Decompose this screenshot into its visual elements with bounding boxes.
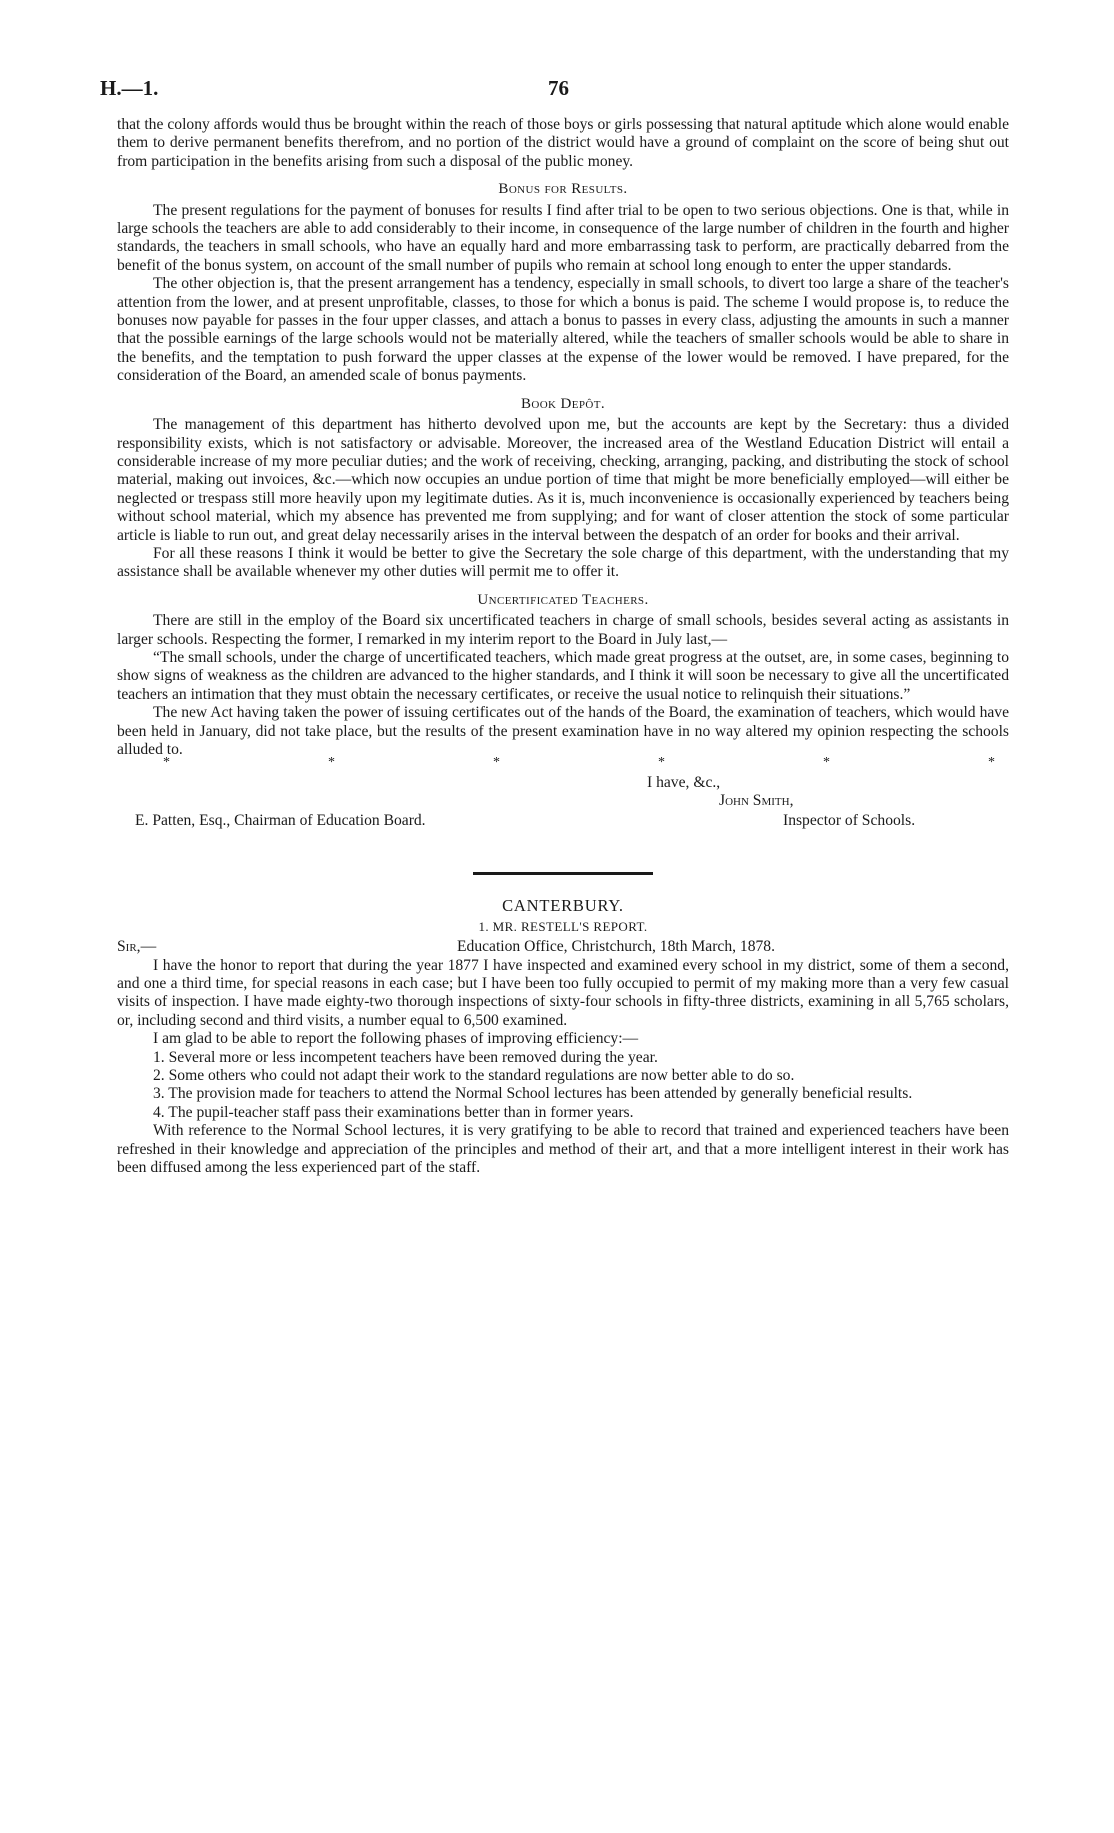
- signatory-name: John Smith,: [719, 792, 794, 810]
- star-mark: *: [328, 755, 335, 771]
- salutation-line: [117, 938, 1009, 956]
- star-mark: *: [658, 755, 665, 771]
- paragraph-continuation: that the colony affords would thus be brought within the reach of those boys or girls possessing that natural aptitude which alone would enable them to derive permanent benefits therefrom, and no portion of the district would have a ground of complaint on the score of being shut out from participation in the benefits arising from such a disposal of the public money.: [117, 116, 1009, 170]
- paragraph-uncert-1: There are still in the employ of the Board six uncertificated teachers in charge of small schools, besides several acting as assistants in larger schools. Respecting the former, I remarked in my interim report to the Board in July last,—: [117, 612, 1009, 648]
- star-mark: *: [493, 755, 500, 771]
- star-mark: *: [988, 755, 995, 771]
- paragraph-bonus-2: The other objection is, that the present arrangement has a tendency, especially in small schools, to divert too large a share of the teacher's attention from the lower, and at present unprofitable, classes, to those for which a bonus is paid. The scheme I would propose is, to reduce the bonuses now payable for passes in the four upper classes, and attach a bonus to passes in every class, adjusting the amounts in such a manner that the possible earnings of the large schools would not be materially altered, while the teachers of smaller schools would be able to share in the benefits, and the temptation to push forward the upper classes at the expense of the lower would be removed. I have prepared, for the consideration of the Board, an amended scale of bonus payments.: [117, 275, 1009, 385]
- paragraph-bonus-1: The present regulations for the payment of bonuses for results I find after trial to be open to two serious objections. One is that, while in large schools the teachers are able to add considerably to their income, in consequence of the large number of children in the fourth and higher standards, the teachers in small schools, who have an equally hard and more embarrassing task to perform, are practically debarred from the benefit of the bonus system, on account of the small number of pupils who remain at school long enough to enter the upper standards.: [117, 201, 1009, 274]
- addressee: E. Patten, Esq., Chairman of Education Board.: [135, 812, 426, 830]
- report-code: H.—1.: [100, 76, 159, 100]
- section-heading-book-depot: Book Depôt.: [520, 395, 606, 412]
- list-item: 1. Several more or less incompetent teachers have been removed during the year.: [153, 1048, 658, 1066]
- paragraph-book-2: For all these reasons I think it would be better to give the Secretary the sole charge of this department, with the understanding that my assistance shall be available whenever my other duties will permit me to offer it.: [117, 544, 1009, 581]
- section-divider: [473, 872, 653, 875]
- body-column: [117, 116, 1009, 1177]
- paragraph-book-1: The management of this department has hitherto devolved upon me, but the accounts are kept by the Secretary: thus a divided responsibility exists, which is not satisfactory or advisable. Moreover, the increased area of the Westland Education District will entail a considerable increase of my more peculiar duties; and the work of receiving, checking, arranging, packing, and distributing the stock of school material, making out invoices, &c.—which now occupies an undue portion of time that might be more beneficially employed—will either be neglected or trespass still more heavily upon my legitimate duties. As it is, much inconvenience is occasionally experienced by teachers being without school material, which my absence has prevented me from supplying; and for want of closer attention the stock of some particular article is liable to run out, and great delay necessarily arises in the interval between the despatch of an order for books and their arrival.: [117, 416, 1009, 544]
- paragraph-canterbury-2: I am glad to be able to report the following phases of improving efficiency:—: [153, 1030, 639, 1048]
- dateline: Education Office, Christchurch, 18th March, 1878.: [457, 938, 776, 956]
- star-mark: *: [823, 755, 830, 771]
- paragraph-canterbury-3: With reference to the Normal School lectures, it is very gratifying to be able to record that trained and experienced teachers have been refreshed in their knowledge and appreciation of the principles and method of their art, and that a more intelligent interest in their work has been diffused among the less experienced part of the staff.: [117, 1122, 1009, 1177]
- report-subtitle: 1. MR. RESTELL'S REPORT.: [478, 918, 648, 934]
- signature-block: [117, 770, 1009, 836]
- omission-stars: [117, 756, 1009, 770]
- section-heading-uncertificated: Uncertificated Teachers.: [477, 591, 649, 608]
- signatory-role: Inspector of Schools.: [783, 812, 916, 830]
- page-number: 76: [548, 76, 569, 100]
- salutation: Sir,—: [117, 938, 157, 956]
- region-title: CANTERBURY.: [502, 896, 624, 916]
- list-item: 2. Some others who could not adapt their work to the standard regulations are now better able to do so.: [153, 1067, 795, 1085]
- closing-phrase: I have, &c.,: [647, 774, 721, 792]
- list-item: 3. The provision made for teachers to attend the Normal School lectures has been attended by generally beneficial results.: [153, 1085, 913, 1103]
- list-item: 4. The pupil-teacher staff pass their examinations better than in former years.: [153, 1103, 634, 1121]
- star-mark: *: [163, 755, 170, 771]
- paragraph-uncert-2: The new Act having taken the power of issuing certificates out of the hands of the Board, the examination of teachers, which would have been held in January, did not take place, but the results of the present examination have in no way altered my opinion respecting the schools alluded to.: [117, 704, 1009, 758]
- paragraph-uncert-quote: “The small schools, under the charge of uncertificated teachers, which made great progress at the outset, are, in some cases, beginning to show signs of weakness as the children are advanced to the higher standards, and I think it will soon be necessary to give all the uncertificated teachers an intimation that they must obtain the necessary certificates, or receive the usual notice to relinquish their situations.”: [117, 648, 1009, 703]
- section-heading-bonus: Bonus for Results.: [498, 181, 628, 198]
- paragraph-canterbury-1: I have the honor to report that during the year 1877 I have inspected and examined every school in my district, some of them a second, and one a third time, for special reasons in each case; but I have been too fully occupied to permit of my making more than a very few casual visits of inspection. I have made eighty-two thorough inspections of sixty-four schools in fifty-three districts, examining in all 5,765 scholars, or, including second and third visits, a number equal to 6,500 examined.: [117, 956, 1009, 1029]
